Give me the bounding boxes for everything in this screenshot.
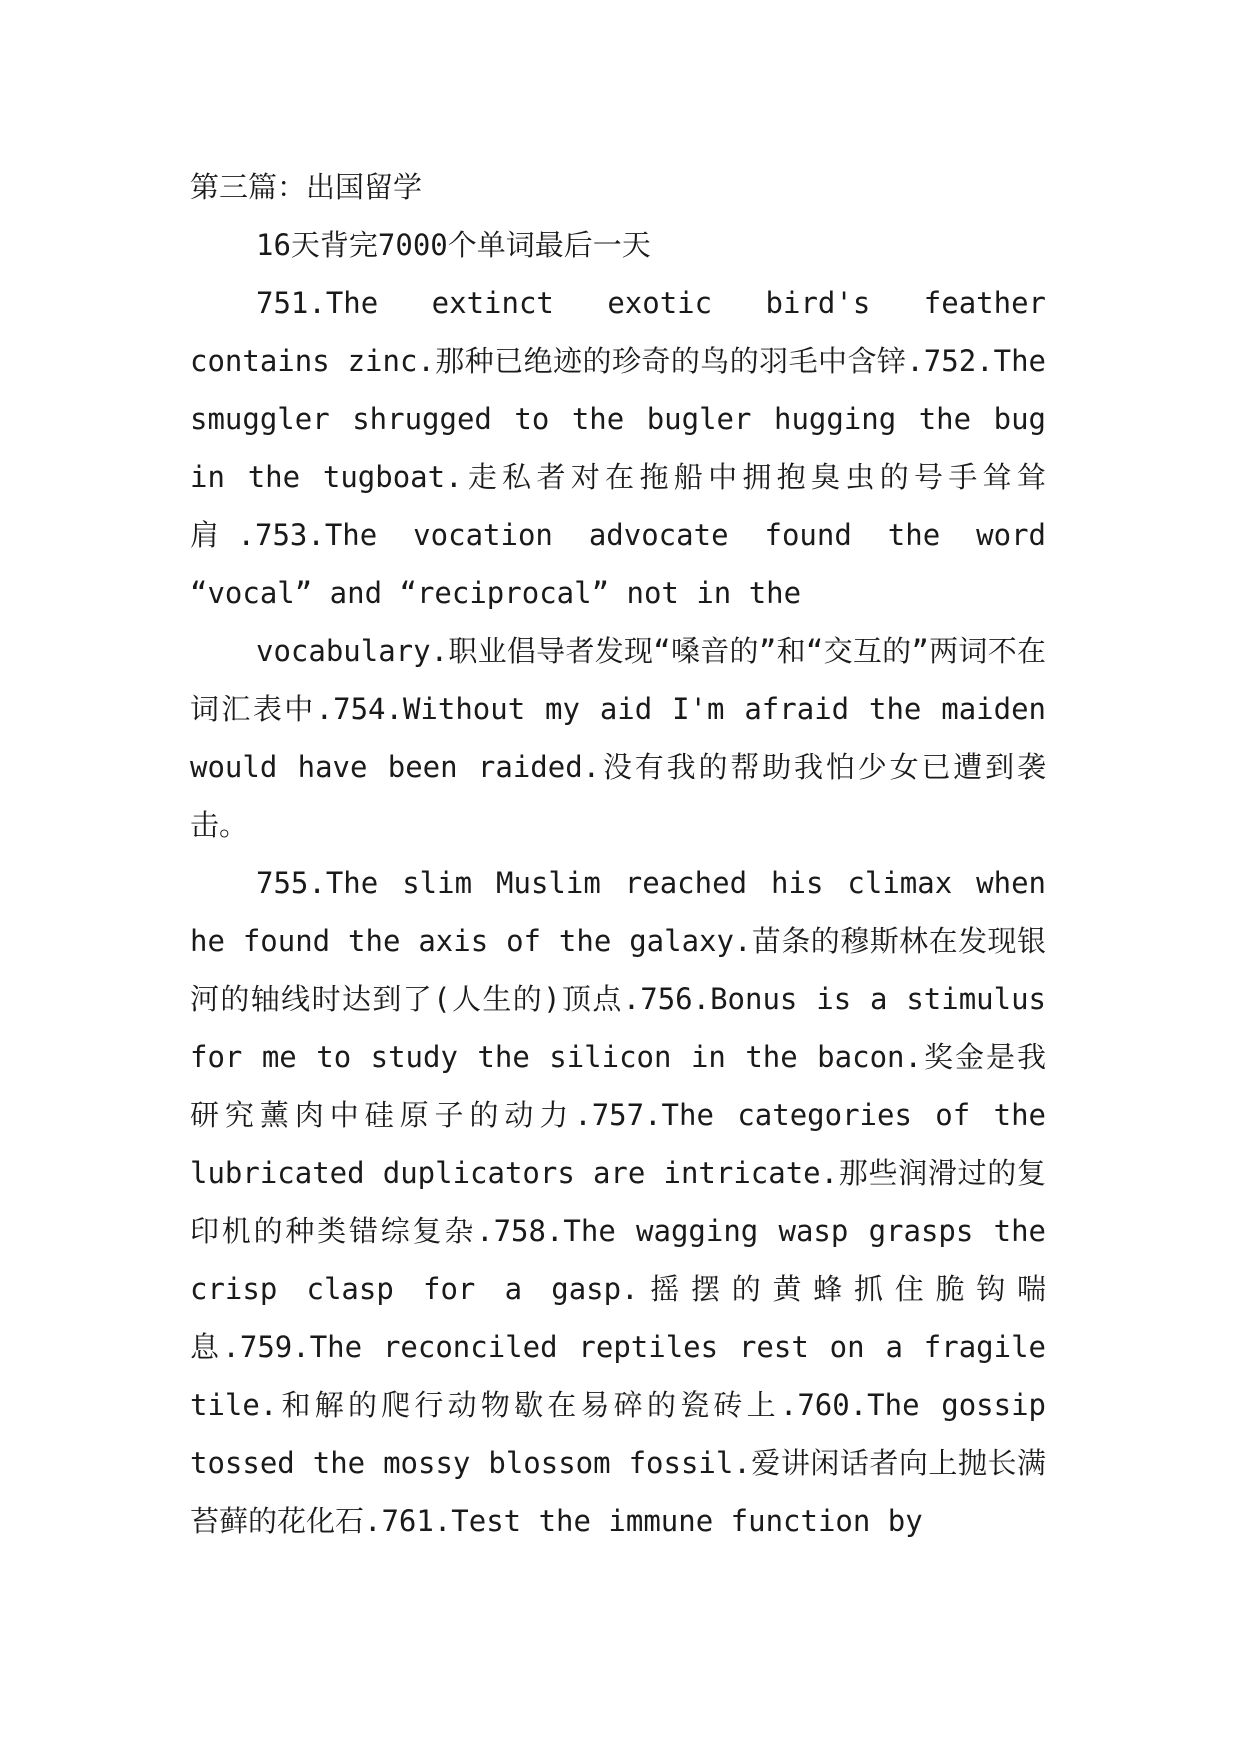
section-heading: 第三篇：出国留学 (190, 170, 423, 204)
paragraph-subtitle: 16天背完7000个单词最后一天 (256, 228, 651, 262)
document-page (190, 158, 1046, 1550)
paragraph-753-754: vocabulary.职业倡导者发现“嗓音的”和“交互的”两词不在词汇表中.754.Without my aid I'm afraid the maiden would have been raided.没有我的帮助我怕少女已遭到袭击。 (190, 634, 1046, 842)
paragraph-755-761: 755.The slim Muslim reached his climax when he found the axis of the galaxy.苗条的穆斯林在发现银河的轴线时达到了(人生的)顶点.756.Bonus is a stimulus for me to study the silicon in the bacon.奖金是我研究薰肉中硅原子的动力.757.The categories of the lubricated duplicators are intricate.那些润滑过的复印机的种类错综复杂.758.The wagging wasp grasps the crisp clasp for a gasp.摇摆的黄蜂抓住脆钩喘息.759.The reconciled reptiles rest on a fragile tile.和解的爬行动物歇在易碎的瓷砖上.760.The gossip tossed the mossy blossom fossil.爱讲闲话者向上抛长满苔藓的花化石.761.Test the immune function by (190, 866, 1046, 1538)
paragraph-751-753: 751.The extinct exotic bird's feather contains zinc.那种已绝迹的珍奇的鸟的羽毛中含锌.752.The smuggler shrugged to the bugler hugging the bug in the tugboat.走私者对在拖船中拥抱臭虫的号手耸耸肩.753.The vocation advocate found the word “vocal” and “reciprocal” not in the (190, 286, 1046, 610)
